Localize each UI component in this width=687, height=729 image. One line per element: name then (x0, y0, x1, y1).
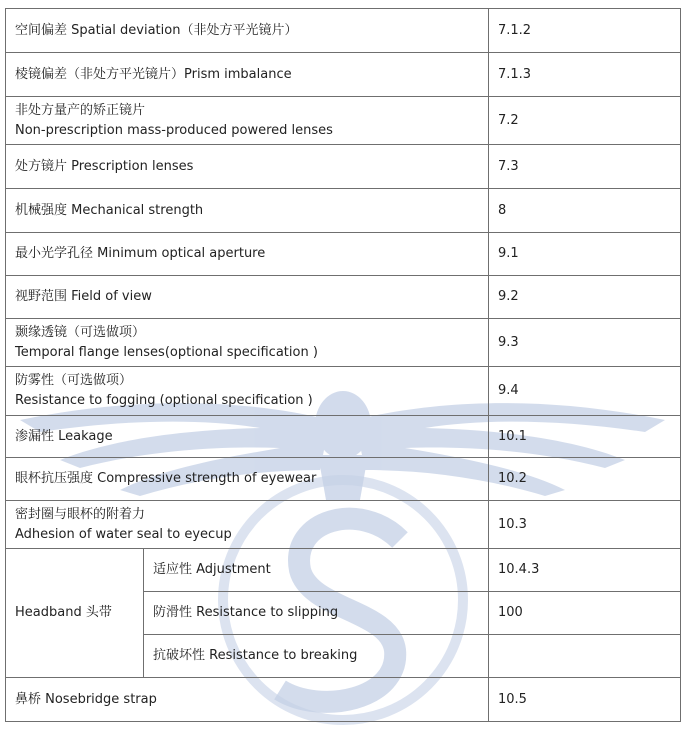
clause-number: 9.1 (489, 233, 681, 276)
clause-number: 7.3 (489, 145, 681, 189)
item-label-cn: 颞缘透镜（可选做项） (15, 324, 146, 340)
table-row (6, 145, 681, 189)
item-label-en: Non-prescription mass-produced powered lenses (15, 122, 333, 138)
item-label: 抗破坏性 Resistance to breaking (144, 635, 489, 678)
item-label: 眼杯抗压强度 Compressive strength of eyewear (6, 458, 489, 501)
table-row (6, 416, 681, 458)
table-row (6, 9, 681, 53)
clause-number: 100 (489, 592, 681, 635)
item-label: 防滑性 Resistance to slipping (144, 592, 489, 635)
clause-number: 9.2 (489, 276, 681, 319)
headband-group-label: Headband 头带 (6, 549, 144, 678)
table-row (6, 458, 681, 501)
table-row (6, 53, 681, 97)
clause-number: 10.1 (489, 416, 681, 458)
item-label-en: Adhesion of water seal to eyecup (15, 526, 232, 542)
item-label: 棱镜偏差（非处方平光镜片）Prism imbalance (6, 53, 489, 97)
table-row (6, 319, 681, 367)
item-label (6, 97, 489, 145)
table-row (6, 233, 681, 276)
table-row (6, 276, 681, 319)
table-row (6, 501, 681, 549)
item-label: 空间偏差 Spatial deviation（非处方平光镜片） (6, 9, 489, 53)
clause-number: 10.5 (489, 678, 681, 722)
item-label: 渗漏性 Leakage (6, 416, 489, 458)
item-label (6, 501, 489, 549)
clause-number: 10.3 (489, 501, 681, 549)
item-label-en: Resistance to fogging (optional specification ) (15, 393, 313, 408)
clause-number: 8 (489, 189, 681, 233)
item-label: 处方镜片 Prescription lenses (6, 145, 489, 189)
table-row (6, 678, 681, 722)
clause-number: 10.2 (489, 458, 681, 501)
item-label: 最小光学孔径 Minimum optical aperture (6, 233, 489, 276)
test-items-table (5, 8, 681, 722)
item-label: 机械强度 Mechanical strength (6, 189, 489, 233)
table-row (6, 189, 681, 233)
item-label (6, 319, 489, 367)
item-label: 视野范围 Field of view (6, 276, 489, 319)
item-label-cn: 非处方量产的矫正镜片 (15, 102, 146, 118)
item-label-cn: 防雾性（可选做项） (15, 373, 133, 388)
item-label-cn: 密封圈与眼杯的附着力 (15, 506, 146, 522)
clause-number (489, 635, 681, 678)
clause-number: 7.2 (489, 97, 681, 145)
table-row (6, 549, 681, 592)
clause-number: 7.1.2 (489, 9, 681, 53)
item-label: 适应性 Adjustment (144, 549, 489, 592)
clause-number: 7.1.3 (489, 53, 681, 97)
table-row (6, 97, 681, 145)
clause-number: 10.4.3 (489, 549, 681, 592)
item-label (6, 367, 489, 416)
table-row (6, 367, 681, 416)
clause-number: 9.3 (489, 319, 681, 367)
clause-number: 9.4 (489, 367, 681, 416)
item-label: 鼻桥 Nosebridge strap (6, 678, 489, 722)
item-label-en: Temporal flange lenses(optional specification ) (15, 344, 318, 360)
